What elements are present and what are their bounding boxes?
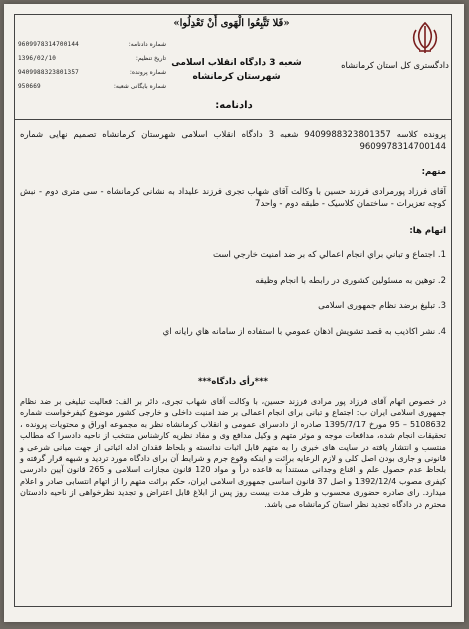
meta-value: 950669	[18, 82, 41, 90]
charge-item: 3. تبلیغ برضد نظام جمهوری اسلامی	[318, 301, 446, 312]
accused-heading: متهم:	[421, 167, 446, 177]
meta-row-archive-number	[18, 79, 166, 93]
ruling-title: ***رأی دادگاه***	[197, 377, 269, 387]
meta-row-case-number	[18, 65, 166, 79]
meta-label: شماره بایگانی شعبه:	[113, 82, 166, 90]
header-verse: «فَلا تَتَّبِعُوا الْهَوى أَنْ تَعْدِلُوا»	[173, 18, 290, 29]
meta-value: 9609978314700144	[18, 40, 79, 48]
header-divider	[14, 119, 452, 120]
iran-emblem-icon	[408, 20, 442, 56]
organization-name: دادگستری کل استان کرمانشاه	[341, 61, 449, 71]
meta-label: شماره دادنامه:	[128, 40, 166, 48]
accused-text: آقای فرزاد پورمرادی فرزند حسین با وکالت آقای شهاب تجری فرزند علیداد به نشانی کرمانشاه - سی متری دوم - نبش کوچه تعزیرات - ساختمان کلاسیک - طبقه دوم - واحد7	[20, 187, 446, 209]
meta-row-verdict-number	[18, 37, 166, 51]
meta-value: 9409988323801357	[18, 68, 79, 76]
charge-item: 1. اجتماع و تباني براي انجام اعمالي كه بر ضد امنيت خارجي است	[213, 250, 446, 260]
document-meta	[18, 37, 166, 93]
meta-row-date	[18, 51, 166, 65]
meta-label: تاریخ تنظیم:	[135, 54, 166, 62]
charge-item: 4. نشر اكاذيب به قصد تشويش اذهان عمومي با استفاده از سامانه هاي رايانه اي	[162, 326, 446, 337]
meta-label: شماره پرونده:	[129, 68, 166, 76]
ruling-text: در خصوص اتهام آقای فرزاد پور مرادی فرزند حسین، با وکالت آقای شهاب تجری، دائر بر الف: فعالیت تبلیغی بر ضد نظام جمهوری اسلامی ایران ب: اجتماع و تبانی برای انجام اعمالی بر ضد امنیت داخلی و خارجی کشور موضوع کیفرخواست شماره 5108632 – 95 مورخ 1395/7/17 صادره از دادسرای عمومی و انقلاب کرمانشاه نظر به مجموعه اوراق و محتویات پرونده ، تحقیقات انجام شده، مدافعات موجه و موثر متهم و وکیل مدافع وی و مفاد نظریه کارشناس منتخب از ناحیه دادسرا که مطالب منتسب و انتشار یافته در سایت های خبری را به متهم قابل اثبات ندانسته و بلحاظ فقدان ادله اثباتی از جهت مبانی شرعی و قانونی و جاری بودن اصل کلی و لازم الرعایه برائت و اینکه وقوع جرم و شرایط آن برای دادگاه مورد تردید و شبهه قرار گرفته و بلحاظ عدم حصول علم و اقناع وجدانی مستنداً به قاعده درأ و مواد 120 قانون مجازات اسلامی و 265 قانون آیین دادرسی کیفری مصوب 1392/12/4 و اصل 37 قانون اساسی جمهوری اسلامی ایران، حکم برائت متهم را از اتهام انتسابی صادر و اعلام میدارد. رای صادره حضوری محسوب و ظرف مدت بیست روز پس از ابلاغ قابل اعتراض و تجدید نظرخواهی از ناحیه دادستان محترم در دادگاه تجدید نظر استان کرمانشاه می باشد.	[20, 396, 446, 509]
document-type-title: دادنامه:	[215, 100, 253, 111]
court-branch-title: شعبه 3 دادگاه انقلاب اسلامی شهرستان کرمانشاه	[171, 58, 302, 82]
case-line: پرونده کلاسه 9409988323801357 شعبه 3 دادگاه انقلاب اسلامی شهرستان کرمانشاه تصمیم نهایی شماره 9609978314700144	[20, 130, 447, 152]
charges-list	[20, 250, 446, 352]
meta-value: 1396/02/10	[18, 54, 57, 62]
charge-item: 2. توهین به مسئولین کشوری در رابطه با انجام وظیفه	[255, 275, 446, 286]
document-page	[4, 4, 464, 622]
charges-heading: اتهام ها:	[409, 226, 446, 236]
